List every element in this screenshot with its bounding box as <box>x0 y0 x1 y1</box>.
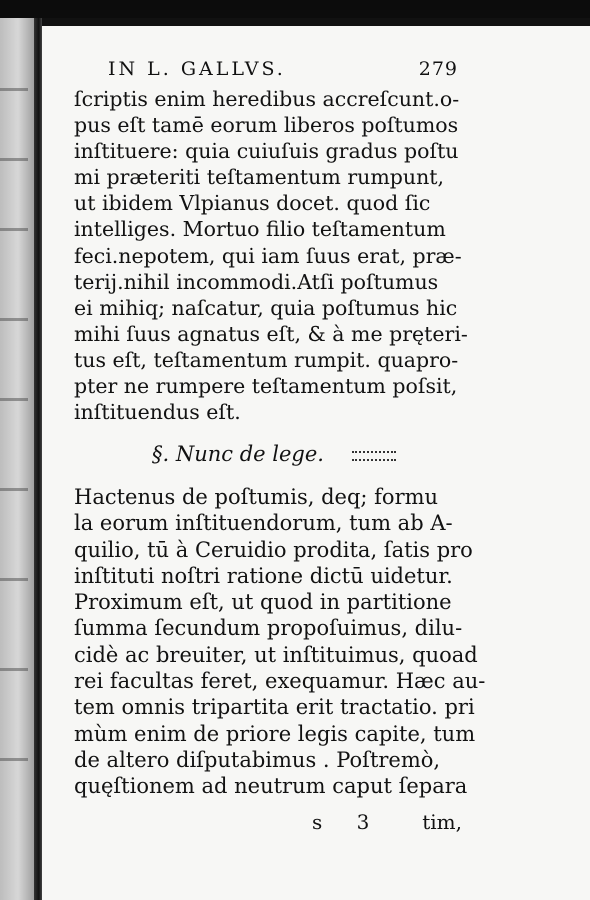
facing-page-ink-mark <box>0 488 28 491</box>
text-line: ſumma ſecundum propoſuimus, dilu- <box>74 616 463 641</box>
text-line: la eorum inſtituendorum, tum ab A- <box>74 511 453 536</box>
text-line: quęſtionem ad neutrum caput ſepara <box>74 774 468 799</box>
facing-page-ink-mark <box>0 88 28 91</box>
text-line: mihi ſuus agnatus eſt, & à me pręteri- <box>74 321 468 346</box>
facing-page-ink-mark <box>0 228 28 231</box>
text-line: terij.nihil incommodi.Atſi poſtumus <box>74 269 439 294</box>
text-line: tem omnis tripartita erit tractatio. pri <box>74 695 475 720</box>
text-line: mi præteriti teſtamentum rumpunt, <box>74 165 445 190</box>
printer-ornament <box>352 451 396 461</box>
text-line: intelliges. Mortuo filio teſtamentum <box>74 217 446 242</box>
body-text-block <box>74 86 470 425</box>
text-line: de altero diſputabimus . Poſtremò, <box>74 747 441 772</box>
book-gutter <box>34 18 42 900</box>
text-line: feci.nepotem, qui iam ſuus erat, præ- <box>74 243 462 268</box>
text-line: ſcriptis enim heredibus accreſcunt.o- <box>74 87 460 111</box>
text-line: inſtituere: quia cuiuſuis gradus poſtu <box>74 139 459 164</box>
text-line: tus eſt, teſtamentum rumpit. quapro- <box>74 347 459 372</box>
text-line: inſtituti noſtri ratione dictū uidetur. <box>74 563 453 588</box>
facing-page-edge <box>0 18 36 900</box>
text-line: ei mihiq; naſcatur, quia poſtumus hic <box>74 295 458 320</box>
text-line: Proximum eſt, ut quod in partitione <box>74 590 452 615</box>
text-line: mùm enim de priore legis capite, tum <box>74 721 476 746</box>
running-head: IN L. GALLVS. <box>108 58 286 80</box>
facing-page-ink-mark <box>0 758 28 761</box>
page-footer <box>74 810 470 836</box>
page-header <box>108 58 458 84</box>
facing-page-ink-mark <box>0 318 28 321</box>
scan-top-border <box>0 0 590 18</box>
page-number: 279 <box>418 58 458 80</box>
section-heading: §. Nunc de lege. <box>152 442 324 466</box>
facing-page-ink-mark <box>0 158 28 161</box>
body-text-block-2 <box>74 484 486 800</box>
facing-page-ink-mark <box>0 668 28 671</box>
text-line: quilio, tū à Ceruidio prodita, ſatis pro <box>74 537 473 562</box>
text-line: pter ne rumpere teſtamentum poſsit, <box>74 374 458 399</box>
text-line: cidè ac breuiter, ut inſtituimus, quoad <box>74 642 478 667</box>
facing-page-ink-mark <box>0 398 28 401</box>
facing-page-ink-mark <box>0 578 28 581</box>
signature-mark: s 3 <box>312 810 384 834</box>
text-line: inſtituendus eſt. <box>74 400 241 425</box>
text-line: rei facultas feret, exequamur. Hæc au- <box>74 669 486 694</box>
text-line: Hactenus de poſtumis, deq; formu <box>74 485 439 509</box>
text-line: pus eſt tamē eorum liberos poſtumos <box>74 113 459 138</box>
text-line: ut ibidem Vlpianus docet. quod ſic <box>74 191 431 216</box>
catchword: tim, <box>422 810 462 834</box>
